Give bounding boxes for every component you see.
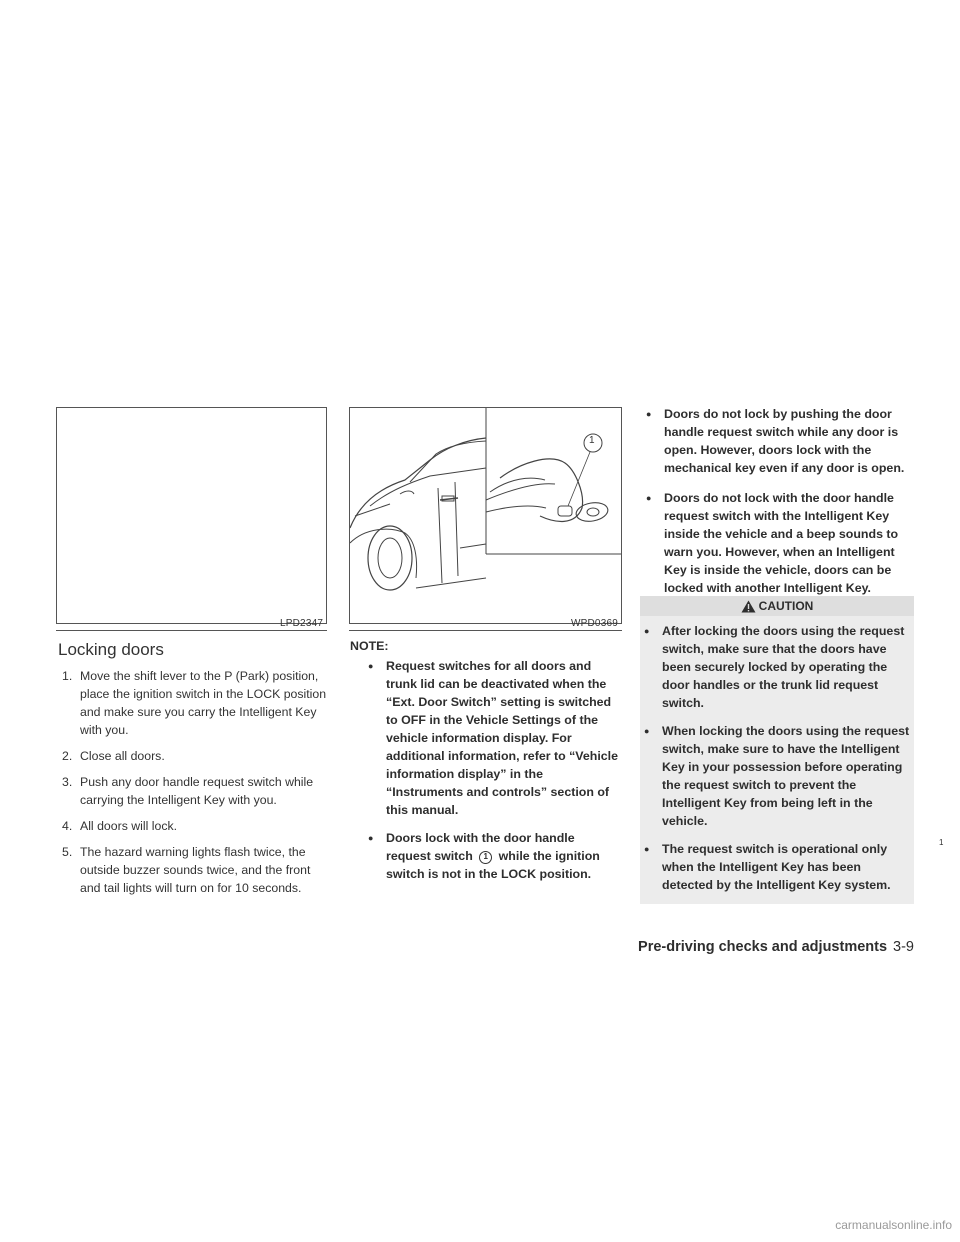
right-bullets <box>642 405 914 607</box>
figure-callout-label: 1 <box>589 435 595 446</box>
note-bullet: ● Doors lock with the door handle request switch 1 while the ignition switch is not in the LOCK position. <box>368 831 600 881</box>
caution-bullet: ● After locking the doors using the request switch, make sure that the doors have been securely locked by operating the door handles or the trunk lid request switch. <box>644 624 905 710</box>
caution-header <box>640 596 914 616</box>
caution-bullet: ● The request switch is operational only when the Intelligent Key has been detected by the Intelligent Key system. <box>644 842 891 892</box>
caution-bullet: ● When locking the doors using the request switch, make sure to have the Intelligent Key in your possession before operating the request switch to prevent the Intelligent Key from being left in the vehicle. <box>644 724 910 828</box>
caution-title: CAUTION <box>758 599 814 613</box>
step-item: 5. The hazard warning lights flash twice, the outside buzzer sounds twice, and the front and tail lights will turn on for 10 seconds. <box>62 845 311 895</box>
note-bullet: ● Request switches for all doors and trunk lid can be deactivated when the “Ext. Door Switch” setting is switched to OFF in the Vehicle Settings of the vehicle information display. For additional information, refer to “Vehicle information display” in the “Instruments and controls” section of this manual. <box>368 659 619 817</box>
section-title: Locking doors <box>58 640 164 659</box>
bullet-icon: ● <box>368 661 374 671</box>
callout-number: 1 <box>939 838 944 847</box>
page-footer <box>638 939 914 955</box>
bullet-icon: ● <box>646 493 652 503</box>
bullet-icon: ● <box>644 626 650 636</box>
bullet-icon: ● <box>644 726 650 736</box>
right-bullet: ● Doors do not lock with the door handle request switch with the Intelligent Key inside the vehicle and a beep sounds to warn you. However, when an Intelligent Key is inside the vehicle, doors can be locked with another Intelligent Key. <box>646 491 899 595</box>
right-bullet: ● Doors do not lock by pushing the door handle request switch while any door is open. However, doors lock with the mechanical key even if any door is open. <box>646 407 905 475</box>
caution-body <box>640 616 914 904</box>
note-heading: NOTE: <box>350 639 389 653</box>
bullet-icon: ● <box>368 833 374 843</box>
figure-lpd2347-rule <box>56 630 327 631</box>
caution-panel <box>640 596 914 904</box>
footer-page-number: 3-9 <box>893 939 914 955</box>
step-item: 3. Push any door handle request switch while carrying the Intelligent Key with you. <box>62 775 314 807</box>
figure-lpd2347-label: LPD2347 <box>280 618 324 629</box>
step-item: 1. Move the shift lever to the P (Park) position, place the ignition switch in the LOCK position and make sure you carry the Intelligent Key with you. <box>62 669 327 737</box>
warning-icon <box>741 600 756 613</box>
note-block <box>350 637 622 893</box>
steps-list <box>56 667 328 905</box>
watermark: carmanualsonline.info <box>835 1218 952 1232</box>
car-door-handle-illustration <box>350 408 621 623</box>
figure-wpd0369-rule <box>349 630 622 631</box>
bullet-icon: ● <box>646 409 652 419</box>
figure-wpd0369-label: WPD0369 <box>571 618 618 629</box>
bullet-icon: ● <box>644 844 650 854</box>
footer-section-title: Pre-driving checks and adjustments <box>638 939 888 955</box>
step-item: 2. Close all doors. <box>62 749 165 763</box>
step-item: 4. All doors will lock. <box>62 819 178 833</box>
callout-1-icon: 1 <box>479 851 492 864</box>
figure-lpd2347 <box>56 407 327 624</box>
